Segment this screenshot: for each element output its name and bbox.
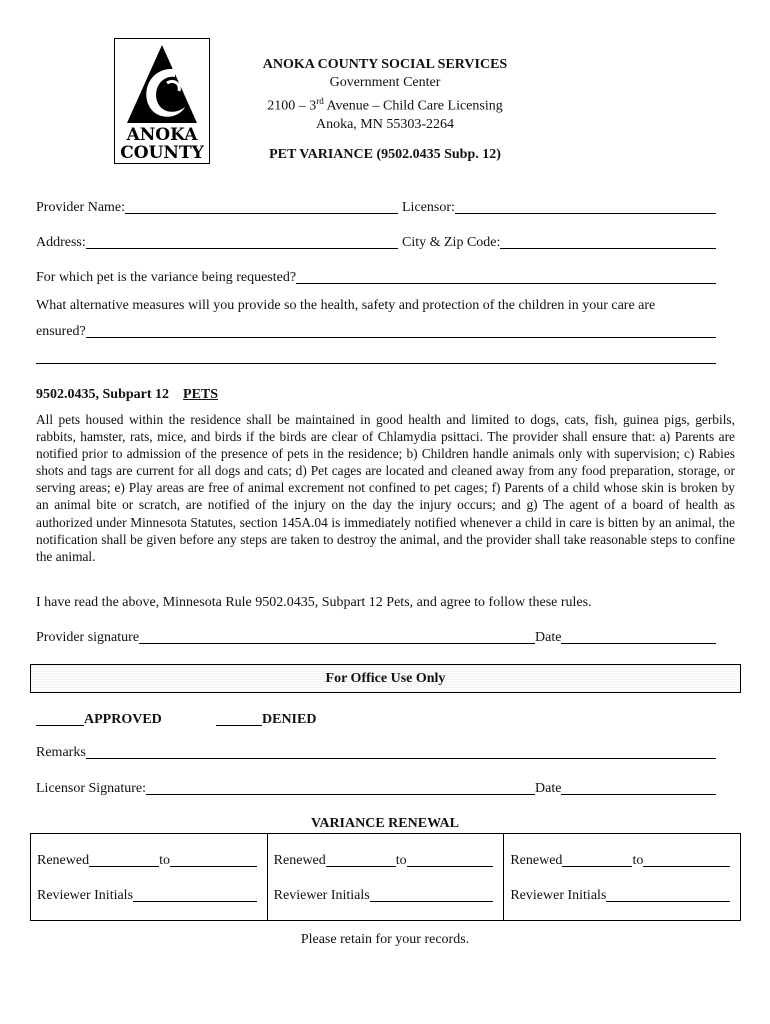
office-use-title: For Office Use Only: [325, 670, 446, 686]
office-use-banner: [30, 664, 741, 693]
renewal-column-1: [31, 834, 268, 920]
logo-text-county: COUNTY: [120, 143, 204, 163]
answer-line[interactable]: [36, 363, 716, 364]
renewed-field[interactable]: Renewed to: [37, 852, 257, 870]
provider-date-field[interactable]: Date: [535, 629, 716, 647]
street-address: 2100 – 3rd Avenue – Child Care Licensing: [267, 96, 503, 114]
renewal-table: [30, 833, 741, 921]
reviewer-initials-field[interactable]: Reviewer Initials: [274, 887, 494, 905]
provider-signature-field[interactable]: Provider signature: [36, 629, 535, 647]
city-state-zip: Anoka, MN 55303-2264: [315, 116, 455, 132]
agreement-statement: I have read the above, Minnesota Rule 9502.0435, Subpart 12 Pets, and agree to follow these rules.: [36, 595, 592, 610]
renewed-field[interactable]: Renewed to: [274, 852, 494, 870]
address-field[interactable]: Address:: [36, 234, 398, 252]
which-pet-field[interactable]: For which pet is the variance being requested?: [36, 269, 716, 287]
ensured-field[interactable]: ensured?: [36, 323, 716, 341]
letterhead: [230, 56, 540, 134]
denied-checkline[interactable]: DENIED: [216, 711, 316, 729]
footer-note: Please retain for your records.: [300, 932, 470, 947]
rule-text: All pets housed within the residence shall be maintained in good health and limited to dogs, cats, fish, guinea pigs, gerbils, rabbits, hamster, rats, mice, and birds if the birds are clear of Chlamydia psittaci. The provider shall ensure that: a) Parents are notified prior to admission of the presence of pets in the residence; b) Children handle animals only with supervision; c) Rabies shots and tags are current for all dogs and cats; d) Pet cages are located and cleaned away from any food preparation, storage, or serving areas; e) Play areas are free of animal excrement not confined to pet cages; f) Parents of a child whose skin is broken by an animal bite or scratch, are notified of the injury on the day the injury occurs; and g) The agent of a board of health as authorized under Minnesota Statutes, section 145A.04 is immediately notified whenever a child in care is bitten by an animal, the notification shall be given before any steps are taken to destroy the animal, and the provider shall take reasonable steps to confine the animal.: [36, 412, 735, 564]
remarks-field[interactable]: Remarks: [36, 744, 716, 762]
logo-text-anoka: ANOKA: [126, 125, 198, 145]
city-zip-field[interactable]: City & Zip Code:: [402, 234, 716, 252]
rule-heading: 9502.0435, Subpart 12 PETS: [36, 387, 219, 402]
licensor-signature-field[interactable]: Licensor Signature:: [36, 780, 535, 798]
renewed-field[interactable]: Renewed to: [510, 852, 730, 870]
anoka-county-logo: [114, 38, 210, 164]
renewal-column-3: [504, 834, 740, 920]
building-name: Government Center: [329, 75, 441, 90]
org-name: ANOKA COUNTY SOCIAL SERVICES: [262, 57, 508, 72]
alternative-measures-question: What alternative measures will you provide so the health, safety and protection of the children in your care are: [36, 298, 656, 313]
reviewer-initials-field[interactable]: Reviewer Initials: [510, 887, 730, 905]
approved-checkline[interactable]: APPROVED: [36, 711, 162, 729]
licensor-field[interactable]: Licensor:: [402, 199, 716, 217]
reviewer-initials-field[interactable]: Reviewer Initials: [37, 887, 257, 905]
renewal-title: VARIANCE RENEWAL: [311, 816, 459, 831]
renewal-column-2: [268, 834, 505, 920]
licensor-date-field[interactable]: Date: [535, 780, 716, 798]
provider-name-field[interactable]: Provider Name:: [36, 199, 398, 217]
form-title: PET VARIANCE (9502.0435 Subp. 12): [269, 147, 501, 162]
